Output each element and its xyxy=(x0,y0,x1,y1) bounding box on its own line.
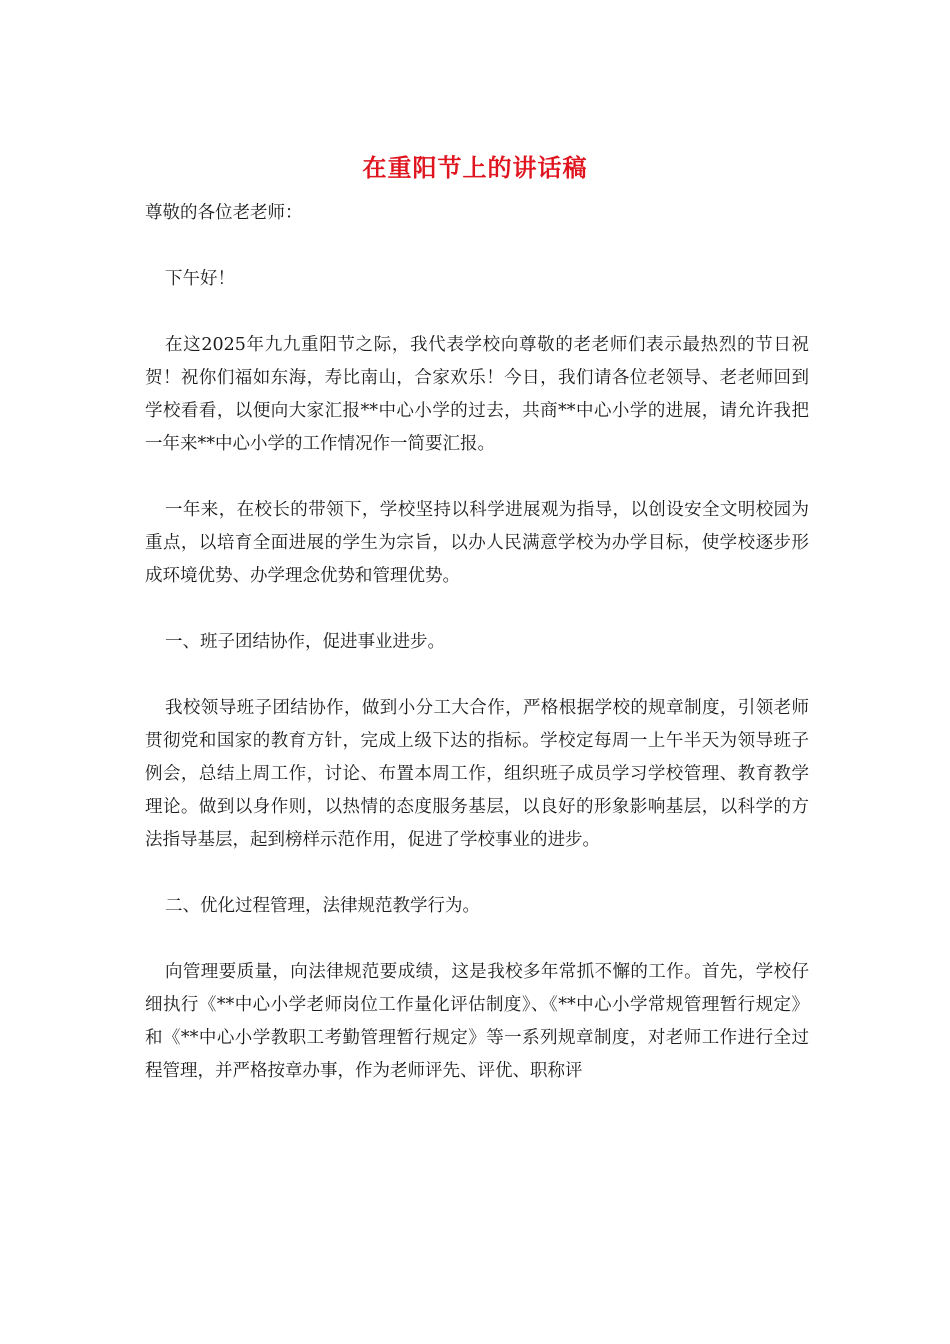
salutation: 尊敬的各位老老师： xyxy=(145,203,303,223)
paragraph-section-1: 我校领导班子团结协作，做到小分工大合作，严格根据学校的规章制度，引领老师贯彻党和国家的教育方针，完成上级下达的指标。学校定每周一上午半天为领导班子例会，总结上周工作，讨论、布置本周工作，组织班子成员学习学校管理、教育教学理论。做到以身作则，以热情的态度服务基层，以良好的形象影响基层，以科学的方法指导基层，起到榜样示范作用，促进了学校事业的进步。 xyxy=(145,698,809,850)
section-heading-1: 一、班子团结协作，促进事业进步。 xyxy=(165,632,445,652)
document-title: 在重阳节上的讲话稿 xyxy=(362,153,588,182)
paragraph-section-2: 向管理要质量，向法律规范要成绩，这是我校多年常抓不懈的工作。首先，学校仔细执行《**中心小学老师岗位工作量化评估制度》、《**中心小学常规管理暂行规定》和《**中心小学教职工考勤管理暂行规定》等一系列规章制度，对老师工作进行全过程管理，并严格按章办事，作为老师评先、评优、职称评 xyxy=(145,962,809,1081)
paragraph-greeting: 下午好！ xyxy=(165,269,235,289)
paragraph-overview: 一年来，在校长的带领下，学校坚持以科学进展观为指导，以创设安全文明校园为重点，以培育全面进展的学生为宗旨，以办人民满意学校为办学目标，使学校逐步形成环境优势、办学理念优势和管理优势。 xyxy=(145,500,809,586)
document-body xyxy=(145,197,809,1121)
section-heading-2: 二、优化过程管理，法律规范教学行为。 xyxy=(165,896,480,916)
paragraph-opening: 在这2025年九九重阳节之际，我代表学校向尊敬的老老师们表示最热烈的节日祝贺！祝你们福如东海，寿比南山，合家欢乐！今日，我们请各位老领导、老老师回到学校看看，以便向大家汇报**中心小学的过去，共商**中心小学的进展，请允许我把一年来**中心小学的工作情况作一简要汇报。 xyxy=(145,335,809,454)
